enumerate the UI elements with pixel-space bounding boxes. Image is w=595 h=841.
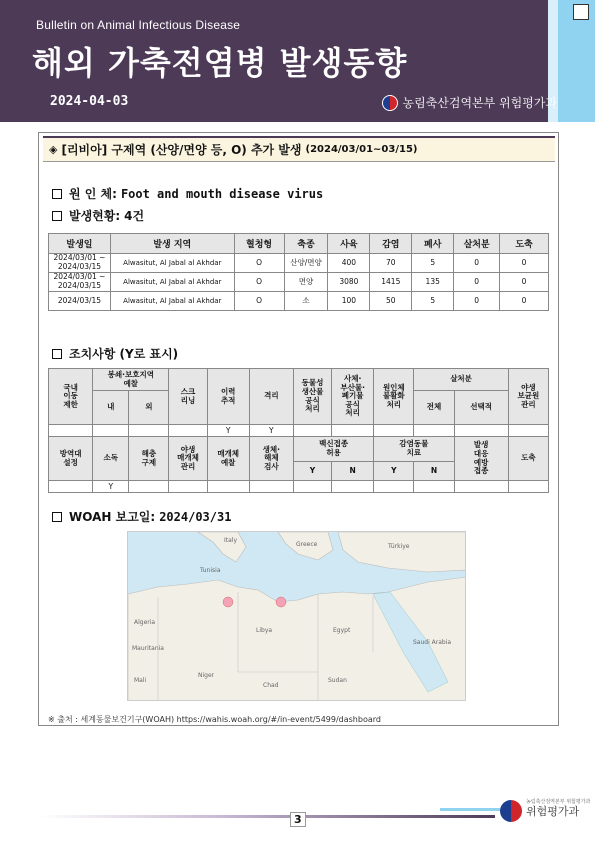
cell: 소 [284, 292, 328, 311]
header-cell: Y [374, 462, 414, 481]
header-cell: 해충 구제 [129, 437, 169, 481]
bulletin-label: Bulletin on Animal Infectious Disease [36, 18, 241, 32]
checkbox-icon [52, 349, 62, 359]
footer-agency: 위험평가과 [526, 805, 580, 818]
cell [454, 481, 508, 493]
map-label-chad: Chad [263, 682, 279, 689]
header-cell: 생체· 해체 검사 [249, 437, 293, 481]
map-label-niger: Niger [198, 672, 215, 679]
header-cell: 살처분 [414, 369, 508, 391]
cell: 0 [454, 254, 500, 273]
col-header: 도축 [500, 234, 549, 254]
cell: 70 [370, 254, 412, 273]
agency [382, 94, 557, 111]
header-cell: 이력 추적 [207, 369, 249, 425]
status-label: 발생현황: [69, 209, 121, 223]
col-header: 발생일 [49, 234, 111, 254]
cell [454, 425, 508, 437]
cell: 0 [500, 273, 549, 292]
footer-rule [40, 815, 495, 818]
header-cell: 소독 [93, 437, 129, 481]
page-number: 3 [290, 812, 306, 827]
cell [374, 425, 414, 437]
header-cell: 봉쇄·보호지역 예찰 [93, 369, 169, 391]
cell [93, 425, 129, 437]
measures-label: 조치사항 (Y로 표시) [69, 347, 179, 361]
header-cell: 매개체 예찰 [207, 437, 249, 481]
table-row [49, 273, 549, 292]
woah-label: WOAH 보고일: [69, 510, 156, 524]
col-header: 살처분 [454, 234, 500, 254]
header-cell: 야생 매개체 관리 [169, 437, 207, 481]
section-range: (2024/03/01~03/15) [305, 144, 418, 155]
outbreak-header-row [49, 234, 549, 254]
header-cell: 선택적 [454, 391, 508, 425]
page-title: 해외 가축전염병 발생동향 [32, 44, 408, 82]
outbreak-map [127, 531, 466, 701]
checkbox-icon [52, 189, 62, 199]
header-cell: 감염동물 치료 [374, 437, 454, 462]
header-cell: 격리 [249, 369, 293, 425]
header-cell: 외 [129, 391, 169, 425]
header-cell: 전체 [414, 391, 454, 425]
col-header: 폐사 [412, 234, 454, 254]
cell: 0 [500, 292, 549, 311]
cell [49, 481, 93, 493]
cell [129, 481, 169, 493]
cell: Alwasitut, Al Jabal al Akhdar [110, 292, 234, 311]
measures-value-row-1 [49, 425, 549, 437]
cell: 산양/면양 [284, 254, 328, 273]
cell: 2024/03/01 ~ 2024/03/15 [49, 254, 111, 273]
cell [508, 481, 548, 493]
measures-line [52, 345, 178, 362]
map-label-mauritania: Mauritania [132, 645, 164, 652]
woah-line [52, 508, 231, 525]
map-label-libya: Libya [256, 627, 273, 634]
measures-header-row-2 [49, 437, 549, 462]
cell [293, 425, 331, 437]
cell: O [234, 292, 284, 311]
cell: 1415 [370, 273, 412, 292]
cell: 3080 [328, 273, 370, 292]
cell: 0 [454, 292, 500, 311]
cell [169, 425, 207, 437]
cell: 2024/03/01 ~ 2024/03/15 [49, 273, 111, 292]
cell: 100 [328, 292, 370, 311]
header-cell: 백신접종 허용 [293, 437, 373, 462]
corner-box [573, 4, 589, 20]
status-value: 4건 [124, 209, 145, 223]
footer-small-text: 농림축산검역본부 위험평가과 [526, 799, 591, 805]
cell [414, 425, 454, 437]
taeguk-logo-icon [500, 800, 522, 822]
woah-value: 2024/03/31 [159, 509, 232, 524]
col-header: 사육 [328, 234, 370, 254]
cell: Alwasitut, Al Jabal al Akhdar [110, 273, 234, 292]
cell [332, 425, 374, 437]
map-label-turkiye: Türkiye [388, 543, 410, 550]
table-row [49, 254, 549, 273]
cell: Alwasitut, Al Jabal al Akhdar [110, 254, 234, 273]
cell: O [234, 273, 284, 292]
cell: 400 [328, 254, 370, 273]
header-cell: N [332, 462, 374, 481]
header-cell: 발생 대응 예방 접종 [454, 437, 508, 481]
cell [374, 481, 414, 493]
cell [414, 481, 454, 493]
cell: 5 [412, 292, 454, 311]
cell [207, 481, 249, 493]
header-cell: Y [293, 462, 331, 481]
header-cell: 스크 리닝 [169, 369, 207, 425]
header-cell: 야생 보균원 관리 [508, 369, 548, 425]
status-line [52, 207, 144, 224]
footer-logo [500, 799, 591, 822]
header-cell: 국내 이동 제한 [49, 369, 93, 425]
col-header: 발생 지역 [110, 234, 234, 254]
cell [332, 481, 374, 493]
col-header: 혈청형 [234, 234, 284, 254]
checkbox-icon [52, 211, 62, 221]
measures-header-row-1 [49, 369, 549, 391]
section-title: [리비아] 구제역 (산양/면양 등, O) 추가 발생 [61, 143, 302, 157]
section-heading [43, 136, 555, 162]
cell [49, 425, 93, 437]
cell: 50 [370, 292, 412, 311]
measures-value-row-2 [49, 481, 549, 493]
header-cell: 내 [93, 391, 129, 425]
cell: 면양 [284, 273, 328, 292]
diamond-icon: ◈ [49, 143, 58, 156]
source-note: ※ 출처 : 세계동물보건기구(WOAH) https://wahis.woah.org/#/in-event/5499/dashboard [48, 715, 381, 724]
cell: Y [93, 481, 129, 493]
header-cell: N [414, 462, 454, 481]
header-cell: 방역대 설정 [49, 437, 93, 481]
table-row [49, 292, 549, 311]
cell: 5 [412, 254, 454, 273]
col-header: 감염 [370, 234, 412, 254]
cause-label: 원 인 체: [69, 187, 117, 201]
outbreak-table [48, 233, 549, 311]
cell: Y [249, 425, 293, 437]
cell [293, 481, 331, 493]
map-label-greece: Greece [296, 541, 318, 548]
header-cell: 원인체 불활화 처리 [374, 369, 414, 425]
header-cell: 도축 [508, 437, 548, 481]
header-cell: 사체· 부산물· 폐기물 공식 처리 [332, 369, 374, 425]
footer-rule-accent [440, 808, 500, 811]
map-label-tunisia: Tunisia [200, 567, 221, 574]
cell [508, 425, 548, 437]
map-label-italy: Italy [224, 537, 238, 544]
cell: 0 [500, 254, 549, 273]
cell [129, 425, 169, 437]
cell [169, 481, 207, 493]
map-label-egypt: Egypt [333, 627, 351, 634]
checkbox-icon [52, 512, 62, 522]
outbreak-marker [276, 597, 286, 607]
header-cell: 동물성 생산물 공식 처리 [293, 369, 331, 425]
col-header: 축종 [284, 234, 328, 254]
cell: 2024/03/15 [49, 292, 111, 311]
map-label-sudan: Sudan [328, 677, 347, 684]
cell: O [234, 254, 284, 273]
outbreak-marker [223, 597, 233, 607]
cause-value: Foot and mouth disease virus [120, 186, 324, 201]
report-date: 2024-04-03 [50, 94, 129, 109]
taeguk-logo-icon [382, 95, 398, 111]
cell [249, 481, 293, 493]
cell: Y [207, 425, 249, 437]
cell: 0 [454, 273, 500, 292]
map-label-mali: Mali [134, 677, 147, 684]
agency-label: 농림축산검역본부 위험평가과 [402, 96, 557, 110]
measures-table [48, 368, 549, 493]
map-label-saudi: Saudi Arabia [413, 639, 452, 646]
cause-line [52, 185, 323, 202]
map-label-algeria: Algeria [134, 619, 156, 626]
map-svg [128, 532, 466, 701]
cell: 135 [412, 273, 454, 292]
